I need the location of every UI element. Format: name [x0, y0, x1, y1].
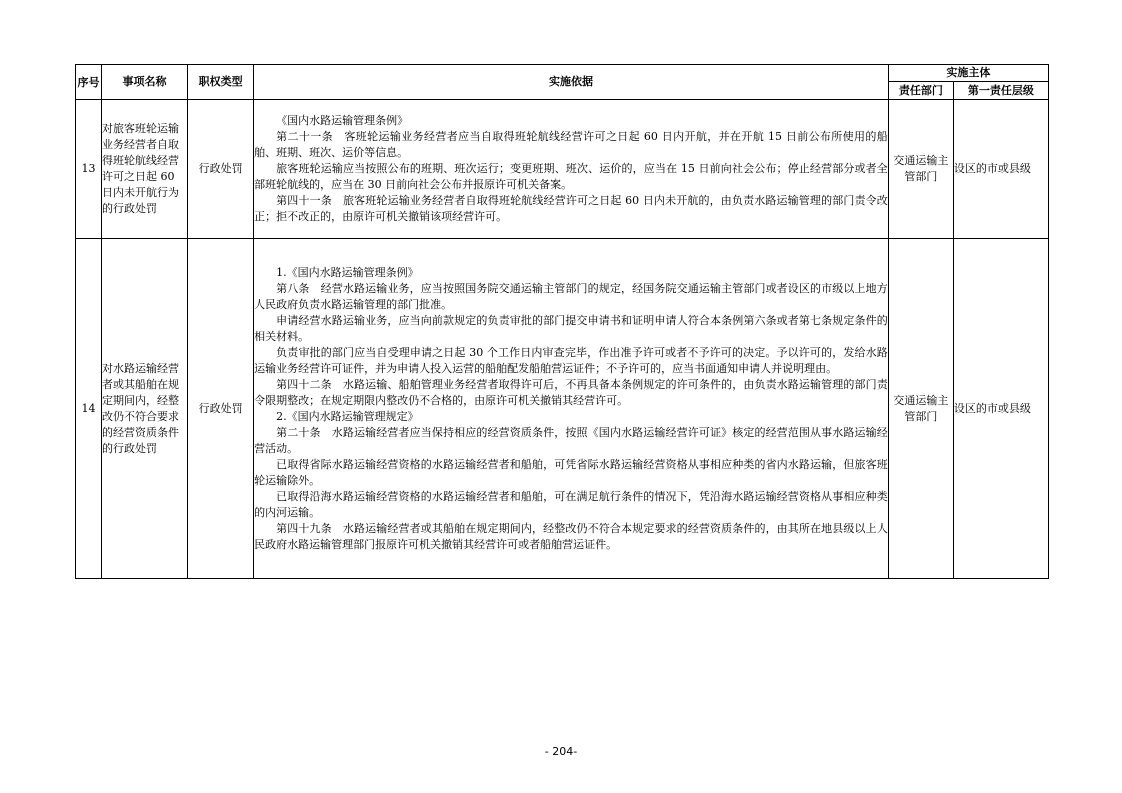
- header-row-top: [76, 65, 1049, 82]
- header-no: 序号: [76, 65, 102, 100]
- header-level: 第一责任层级: [953, 82, 1048, 100]
- header-type: 职权类型: [188, 65, 254, 100]
- basis-paragraph: 第四十一条 旅客班轮运输业务经营者自取得班轮航线经营许可之日起 60 日内未开航的，由负责水路运输管理的部门责令改正；拒不改正的，由原许可机关撤销该项经营许可。: [254, 194, 888, 223]
- basis-paragraph: 已取得省际水路运输经营资格的水路运输经营者和船舶，可凭省际水路运输经营资格从事相应种类的省内水路运输，但旅客班轮运输除外。: [254, 457, 888, 487]
- table-row: [76, 100, 1049, 239]
- basis-paragraph: 第八条 经营水路运输业务，应当按照国务院交通运输主管部门的规定，经国务院交通运输主管部门或者设区的市级以上地方人民政府负责水路运输管理的部门批准。: [254, 281, 888, 311]
- authority-type: 行政处罚: [188, 239, 254, 579]
- page-number: - 204-: [544, 745, 578, 758]
- basis-paragraph: 2.《国内水路运输管理规定》: [276, 409, 419, 423]
- responsibility-level: 设区的市或县级: [953, 239, 1048, 579]
- basis-paragraph: 申请经营水路运输业务，应当向前款规定的负责审批的部门提交申请书和证明申请人符合本条例第六条或者第七条规定条件的相关材料。: [254, 313, 888, 343]
- item-name: 对旅客班轮运输业务经营者自取得班轮航线经营许可之日起 60 日内未开航行为的行政处罚: [102, 100, 188, 239]
- basis-paragraph: 第四十二条 水路运输、船舶管理业务经营者取得许可后，不再具备本条例规定的许可条件的，由负责水路运输管理的部门责令限期整改；在规定期限内整改仍不合格的，由原许可机关撤销其经营许可。: [254, 377, 888, 407]
- table-row: [76, 239, 1049, 579]
- basis-paragraph: 第四十九条 水路运输经营者或其船舶在规定期间内，经整改仍不符合本规定要求的经营资质条件的，由其所在地县级以上人民政府水路运输管理部门报原许可机关撤销其经营许可或者船舶营运证件。: [254, 521, 888, 551]
- basis-paragraph: 旅客班轮运输应当按照公布的班期、班次运行；变更班期、班次、运价的，应当在 15 日前向社会公布；停止经营部分或者全部班轮航线的，应当在 30 日前向社会公布并报原许可机关备案。: [254, 162, 888, 191]
- basis-paragraph: 已取得沿海水路运输经营资格的水路运输经营者和船舶，可在满足航行条件的情况下，凭沿海水路运输经营资格从事相应种类的内河运输。: [254, 489, 888, 519]
- basis-paragraph: 第二十一条 客班轮运输业务经营者应当自取得班轮航线经营许可之日起 60 日内开航，并在开航 15 日前公布所使用的船舶、班期、班次、运价等信息。: [254, 130, 888, 159]
- legal-basis: [254, 239, 889, 579]
- header-name: 事项名称: [102, 65, 188, 100]
- responsible-dept: 交通运输主管部门: [888, 239, 953, 579]
- row-number: 13: [76, 100, 102, 239]
- item-name: 对水路运输经营者或其船舶在规定期间内，经整改仍不符合要求的经营资质条件的行政处罚: [102, 239, 188, 579]
- authority-type: 行政处罚: [188, 100, 254, 239]
- responsibility-level: 设区的市或县级: [953, 100, 1048, 239]
- header-basis: 实施依据: [254, 65, 889, 100]
- row-number: 14: [76, 239, 102, 579]
- header-subject: 实施主体: [888, 65, 1048, 82]
- responsible-dept: 交通运输主管部门: [888, 100, 953, 239]
- regulation-table: [75, 64, 1049, 579]
- basis-paragraph: 第二十条 水路运输经营者应当保持相应的经营资质条件，按照《国内水路运输经营许可证》核定的经营范围从事水路运输经营活动。: [254, 425, 888, 455]
- header-dept: 责任部门: [888, 82, 953, 100]
- basis-paragraph: 1.《国内水路运输管理条例》: [276, 265, 419, 279]
- basis-paragraph: 负责审批的部门应当自受理申请之日起 30 个工作日内审查完毕，作出准予许可或者不予许可的决定。予以许可的，发给水路运输业务经营许可证件，并为申请人投入运营的船舶配发船舶营运证件；不予许可的，应当书面通知申请人并说明理由。: [254, 345, 888, 375]
- basis-paragraph: 《国内水路运输管理条例》: [276, 114, 409, 127]
- legal-basis: [254, 100, 889, 239]
